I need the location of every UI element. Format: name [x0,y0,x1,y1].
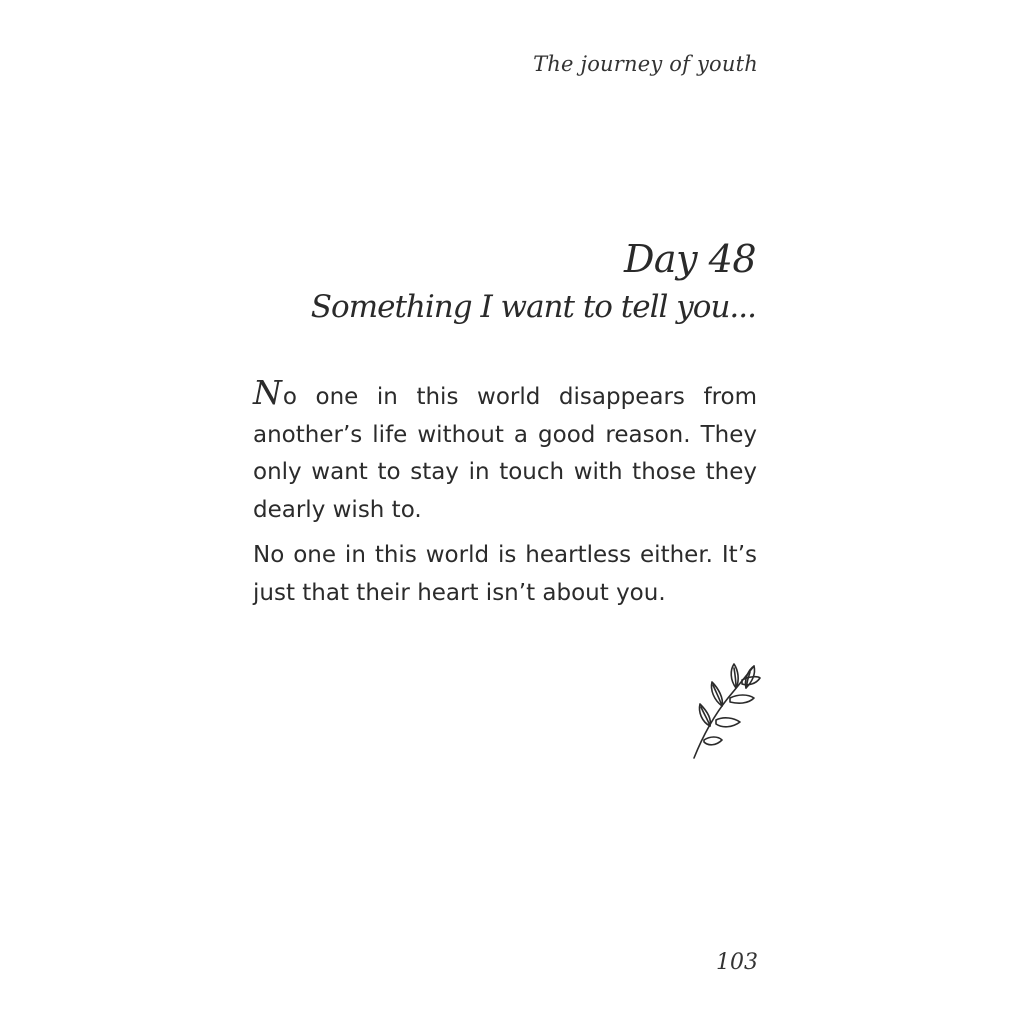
paragraph [253,373,757,529]
body-text [253,373,757,620]
drop-initial: N [253,373,282,412]
day-title: Day 48 [623,237,756,281]
page-number: 103 [716,950,758,975]
running-header: The journey of youth [533,52,758,76]
leaf-sprig-icon [690,660,762,762]
chapter-heading [311,234,756,330]
chapter-subtitle: Something I want to tell you... [310,289,756,325]
paragraph: No one in this world is heartless either. It’s just that their heart isn’t about you. [253,542,757,606]
paragraph-text: o one in this world disappears from another’s life without a good reason. They only want to stay in touch with those they dearly wish to. [253,384,757,523]
